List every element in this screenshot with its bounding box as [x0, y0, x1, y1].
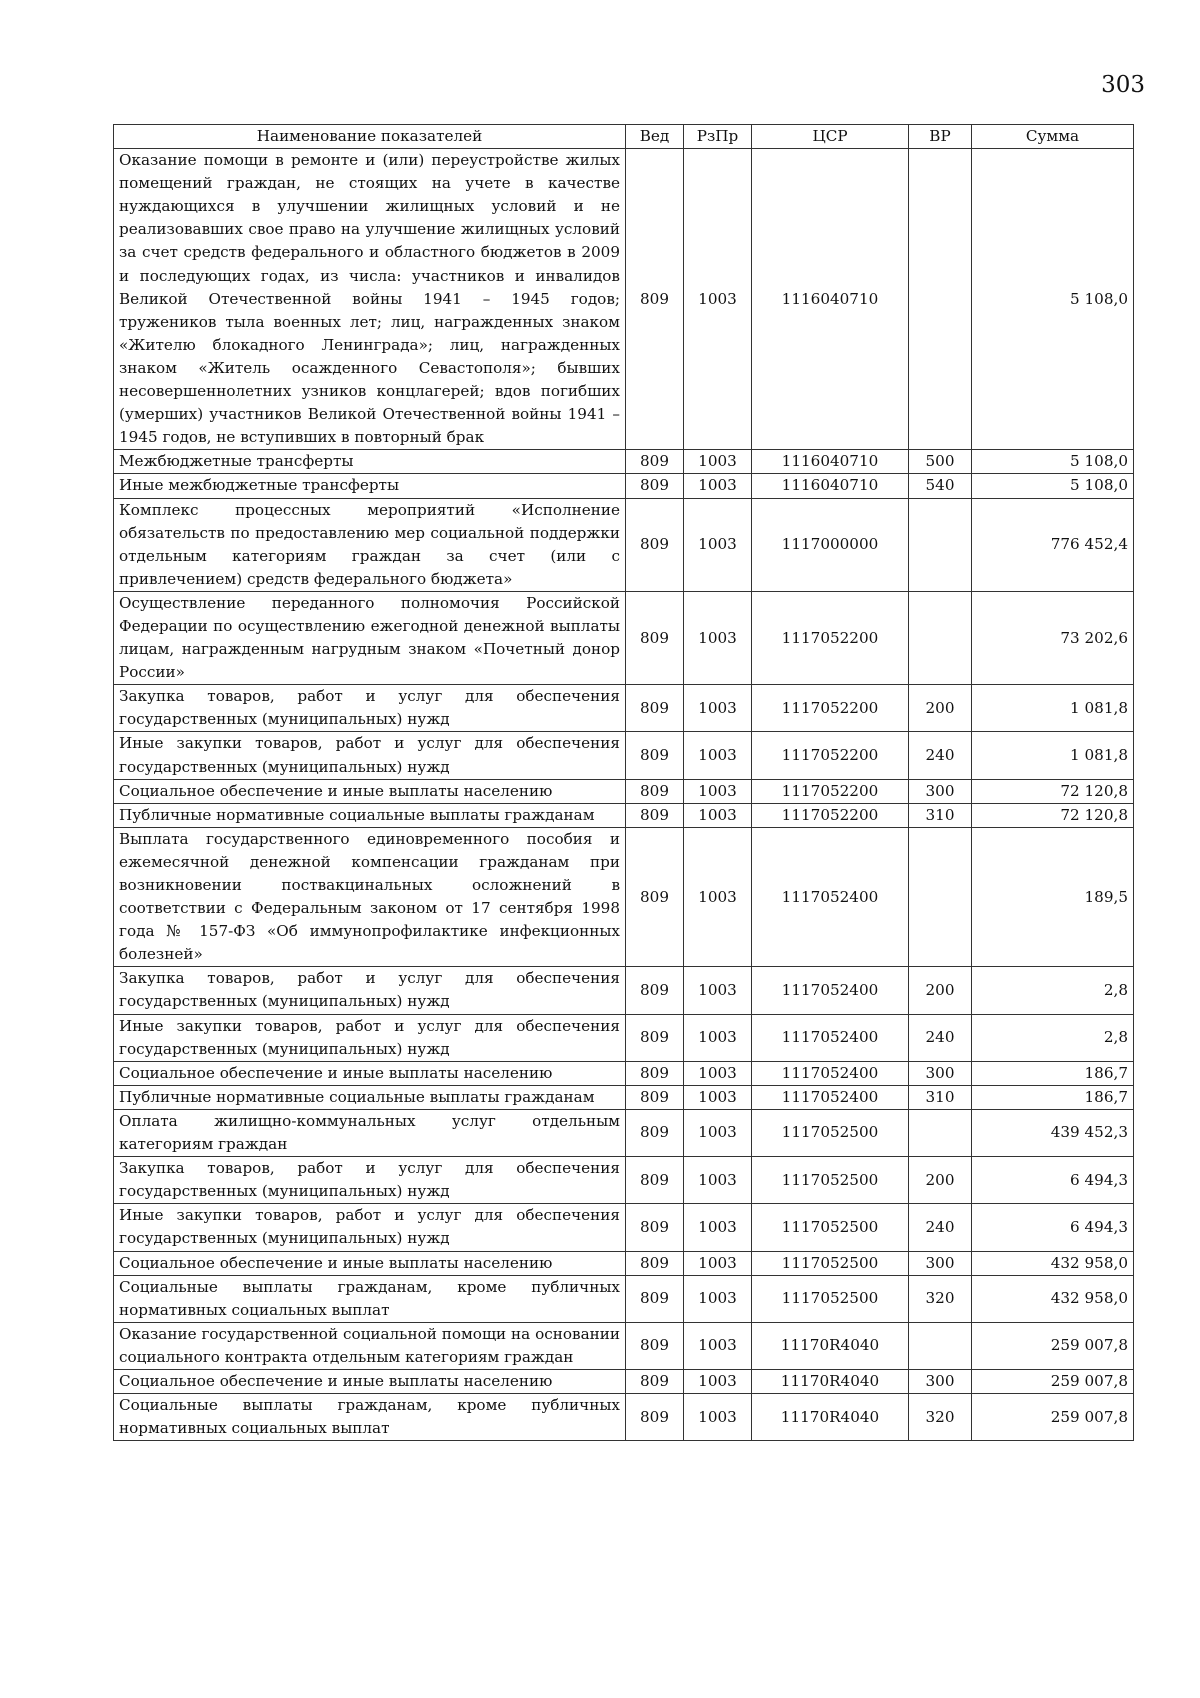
- cell-name: Социальное обеспечение и иные выплаты населению: [114, 1251, 626, 1275]
- cell-vr: 300: [909, 1061, 972, 1085]
- table-row: [114, 1061, 1134, 1085]
- cell-sum: 432 958,0: [972, 1251, 1134, 1275]
- cell-sum: 259 007,8: [972, 1322, 1134, 1369]
- cell-ved: 809: [626, 498, 684, 591]
- cell-name: Иные межбюджетные трансферты: [114, 474, 626, 498]
- cell-vr: [909, 827, 972, 967]
- cell-ved: 809: [626, 1275, 684, 1322]
- cell-sum: 439 452,3: [972, 1109, 1134, 1156]
- cell-name: Публичные нормативные социальные выплаты гражданам: [114, 803, 626, 827]
- cell-vr: [909, 591, 972, 684]
- cell-csr: 1117052400: [752, 1061, 909, 1085]
- table-row: [114, 474, 1134, 498]
- cell-ved: 809: [626, 450, 684, 474]
- cell-name: Межбюджетные трансферты: [114, 450, 626, 474]
- cell-sum: 73 202,6: [972, 591, 1134, 684]
- cell-csr: 1117052500: [752, 1157, 909, 1204]
- cell-ved: 809: [626, 1394, 684, 1441]
- cell-csr: 1117052500: [752, 1275, 909, 1322]
- cell-ved: 809: [626, 779, 684, 803]
- table-row: [114, 1322, 1134, 1369]
- cell-vr: 200: [909, 967, 972, 1014]
- table-row: [114, 827, 1134, 967]
- cell-rzpr: 1003: [684, 1369, 752, 1393]
- cell-csr: 11170R4040: [752, 1394, 909, 1441]
- column-header-ved: Вед: [626, 125, 684, 149]
- cell-name: Иные закупки товаров, работ и услуг для обеспечения государственных (муниципальных) нужд: [114, 1204, 626, 1251]
- table-row: [114, 1394, 1134, 1441]
- cell-csr: 11170R4040: [752, 1369, 909, 1393]
- cell-vr: 300: [909, 1251, 972, 1275]
- table-row: [114, 779, 1134, 803]
- cell-ved: 809: [626, 1157, 684, 1204]
- cell-sum: 72 120,8: [972, 803, 1134, 827]
- column-header-name: Наименование показателей: [114, 125, 626, 149]
- cell-rzpr: 1003: [684, 450, 752, 474]
- cell-name: Публичные нормативные социальные выплаты гражданам: [114, 1085, 626, 1109]
- cell-name: Оплата жилищно-коммунальных услуг отдельным категориям граждан: [114, 1109, 626, 1156]
- cell-rzpr: 1003: [684, 1157, 752, 1204]
- cell-csr: 1117052400: [752, 1014, 909, 1061]
- cell-csr: 1116040710: [752, 450, 909, 474]
- cell-name: Социальное обеспечение и иные выплаты населению: [114, 1369, 626, 1393]
- table-row: [114, 1275, 1134, 1322]
- table-row: [114, 1204, 1134, 1251]
- budget-table: [113, 124, 1134, 1441]
- cell-csr: 1117052200: [752, 779, 909, 803]
- cell-name: Комплекс процессных мероприятий «Исполнение обязательств по предоставлению мер социальной поддержки отдельным категориям граждан за счет (или с привлечением) средств федерального бюджета»: [114, 498, 626, 591]
- column-header-vr: ВР: [909, 125, 972, 149]
- cell-rzpr: 1003: [684, 685, 752, 732]
- cell-sum: 6 494,3: [972, 1157, 1134, 1204]
- table-row: [114, 498, 1134, 591]
- cell-name: Социальные выплаты гражданам, кроме публичных нормативных социальных выплат: [114, 1394, 626, 1441]
- cell-vr: 200: [909, 685, 972, 732]
- cell-sum: 6 494,3: [972, 1204, 1134, 1251]
- cell-ved: 809: [626, 149, 684, 450]
- cell-csr: 1117052400: [752, 1085, 909, 1109]
- cell-csr: 1116040710: [752, 149, 909, 450]
- cell-rzpr: 1003: [684, 803, 752, 827]
- table-row: [114, 450, 1134, 474]
- cell-ved: 809: [626, 591, 684, 684]
- cell-vr: 240: [909, 1014, 972, 1061]
- cell-ved: 809: [626, 1322, 684, 1369]
- cell-csr: 1117052500: [752, 1109, 909, 1156]
- cell-vr: [909, 498, 972, 591]
- table-row: [114, 685, 1134, 732]
- cell-csr: 1117052400: [752, 967, 909, 1014]
- cell-vr: 240: [909, 1204, 972, 1251]
- table-row: [114, 591, 1134, 684]
- cell-name: Закупка товаров, работ и услуг для обеспечения государственных (муниципальных) нужд: [114, 967, 626, 1014]
- cell-ved: 809: [626, 1014, 684, 1061]
- cell-rzpr: 1003: [684, 967, 752, 1014]
- cell-sum: 186,7: [972, 1061, 1134, 1085]
- cell-ved: 809: [626, 732, 684, 779]
- cell-sum: 5 108,0: [972, 450, 1134, 474]
- cell-csr: 1117052400: [752, 827, 909, 967]
- cell-csr: 1117052200: [752, 685, 909, 732]
- cell-vr: 320: [909, 1275, 972, 1322]
- cell-vr: 500: [909, 450, 972, 474]
- cell-csr: 1117052200: [752, 732, 909, 779]
- cell-ved: 809: [626, 803, 684, 827]
- cell-ved: 809: [626, 827, 684, 967]
- cell-csr: 1117052500: [752, 1204, 909, 1251]
- cell-sum: 2,8: [972, 1014, 1134, 1061]
- cell-rzpr: 1003: [684, 1394, 752, 1441]
- cell-rzpr: 1003: [684, 1275, 752, 1322]
- cell-name: Социальное обеспечение и иные выплаты населению: [114, 779, 626, 803]
- cell-name: Выплата государственного единовременного пособия и ежемесячной денежной компенсации гражданам при возникновении поствакцинальных осложнений в соответствии с Федеральным законом от 17 сентября 1998 года № 157-ФЗ «Об иммунопрофилактике инфекционных болезней»: [114, 827, 626, 967]
- cell-rzpr: 1003: [684, 732, 752, 779]
- cell-sum: 1 081,8: [972, 732, 1134, 779]
- table-body: [114, 149, 1134, 1441]
- cell-rzpr: 1003: [684, 498, 752, 591]
- cell-vr: 540: [909, 474, 972, 498]
- cell-csr: 11170R4040: [752, 1322, 909, 1369]
- cell-csr: 1117052200: [752, 803, 909, 827]
- cell-name: Иные закупки товаров, работ и услуг для обеспечения государственных (муниципальных) нужд: [114, 732, 626, 779]
- cell-name: Социальные выплаты гражданам, кроме публичных нормативных социальных выплат: [114, 1275, 626, 1322]
- cell-sum: 259 007,8: [972, 1369, 1134, 1393]
- column-header-csr: ЦСР: [752, 125, 909, 149]
- cell-sum: 5 108,0: [972, 149, 1134, 450]
- cell-rzpr: 1003: [684, 149, 752, 450]
- cell-sum: 186,7: [972, 1085, 1134, 1109]
- cell-sum: 259 007,8: [972, 1394, 1134, 1441]
- cell-rzpr: 1003: [684, 1322, 752, 1369]
- cell-sum: 1 081,8: [972, 685, 1134, 732]
- cell-ved: 809: [626, 1109, 684, 1156]
- cell-ved: 809: [626, 1085, 684, 1109]
- table-row: [114, 1109, 1134, 1156]
- cell-rzpr: 1003: [684, 1109, 752, 1156]
- cell-vr: 310: [909, 803, 972, 827]
- cell-rzpr: 1003: [684, 591, 752, 684]
- cell-vr: 300: [909, 1369, 972, 1393]
- cell-vr: [909, 1109, 972, 1156]
- cell-name: Оказание помощи в ремонте и (или) переустройстве жилых помещений граждан, не стоящих на учете в качестве нуждающихся в улучшении жилищных условий и не реализовавших свое право на улучшение жилищных условий за счет средств федерального и областного бюджетов в 2009 и последующих годах, из числа: участников и инвалидов Великой Отечественной войны 1941 – 1945 годов; тружеников тыла военных лет; лиц, награжденных знаком «Жителю блокадного Ленинграда»; лиц, награжденных знаком «Житель осажденного Севастополя»; бывших несовершеннолетних узников концлагерей; вдов погибших (умерших) участников Великой Отечественной войны 1941 – 1945 годов, не вступивших в повторный брак: [114, 149, 626, 450]
- cell-name: Иные закупки товаров, работ и услуг для обеспечения государственных (муниципальных) нужд: [114, 1014, 626, 1061]
- cell-sum: 72 120,8: [972, 779, 1134, 803]
- cell-vr: [909, 1322, 972, 1369]
- cell-rzpr: 1003: [684, 827, 752, 967]
- cell-ved: 809: [626, 1061, 684, 1085]
- table-row: [114, 803, 1134, 827]
- cell-csr: 1117000000: [752, 498, 909, 591]
- cell-sum: 2,8: [972, 967, 1134, 1014]
- cell-ved: 809: [626, 474, 684, 498]
- cell-rzpr: 1003: [684, 474, 752, 498]
- page-number: 303: [1101, 72, 1145, 98]
- cell-vr: [909, 149, 972, 450]
- table-row: [114, 1157, 1134, 1204]
- cell-ved: 809: [626, 685, 684, 732]
- column-header-rzpr: РзПр: [684, 125, 752, 149]
- cell-csr: 1116040710: [752, 474, 909, 498]
- table-row: [114, 1014, 1134, 1061]
- cell-sum: 189,5: [972, 827, 1134, 967]
- cell-name: Закупка товаров, работ и услуг для обеспечения государственных (муниципальных) нужд: [114, 1157, 626, 1204]
- cell-rzpr: 1003: [684, 1061, 752, 1085]
- cell-ved: 809: [626, 1204, 684, 1251]
- cell-sum: 432 958,0: [972, 1275, 1134, 1322]
- cell-vr: 320: [909, 1394, 972, 1441]
- cell-name: Оказание государственной социальной помощи на основании социального контракта отдельным категориям граждан: [114, 1322, 626, 1369]
- cell-vr: 240: [909, 732, 972, 779]
- cell-csr: 1117052500: [752, 1251, 909, 1275]
- cell-sum: 776 452,4: [972, 498, 1134, 591]
- cell-vr: 310: [909, 1085, 972, 1109]
- cell-name: Закупка товаров, работ и услуг для обеспечения государственных (муниципальных) нужд: [114, 685, 626, 732]
- table-row: [114, 1085, 1134, 1109]
- table-row: [114, 732, 1134, 779]
- table-row: [114, 1369, 1134, 1393]
- table-row: [114, 1251, 1134, 1275]
- cell-ved: 809: [626, 1369, 684, 1393]
- cell-rzpr: 1003: [684, 1251, 752, 1275]
- cell-vr: 300: [909, 779, 972, 803]
- cell-name: Социальное обеспечение и иные выплаты населению: [114, 1061, 626, 1085]
- table-header-row: [114, 125, 1134, 149]
- cell-ved: 809: [626, 1251, 684, 1275]
- cell-rzpr: 1003: [684, 779, 752, 803]
- cell-csr: 1117052200: [752, 591, 909, 684]
- cell-rzpr: 1003: [684, 1014, 752, 1061]
- table-row: [114, 149, 1134, 450]
- column-header-sum: Сумма: [972, 125, 1134, 149]
- table-row: [114, 967, 1134, 1014]
- cell-rzpr: 1003: [684, 1085, 752, 1109]
- cell-sum: 5 108,0: [972, 474, 1134, 498]
- cell-rzpr: 1003: [684, 1204, 752, 1251]
- cell-ved: 809: [626, 967, 684, 1014]
- cell-vr: 200: [909, 1157, 972, 1204]
- cell-name: Осуществление переданного полномочия Российской Федерации по осуществлению ежегодной денежной выплаты лицам, награжденным нагрудным знаком «Почетный донор России»: [114, 591, 626, 684]
